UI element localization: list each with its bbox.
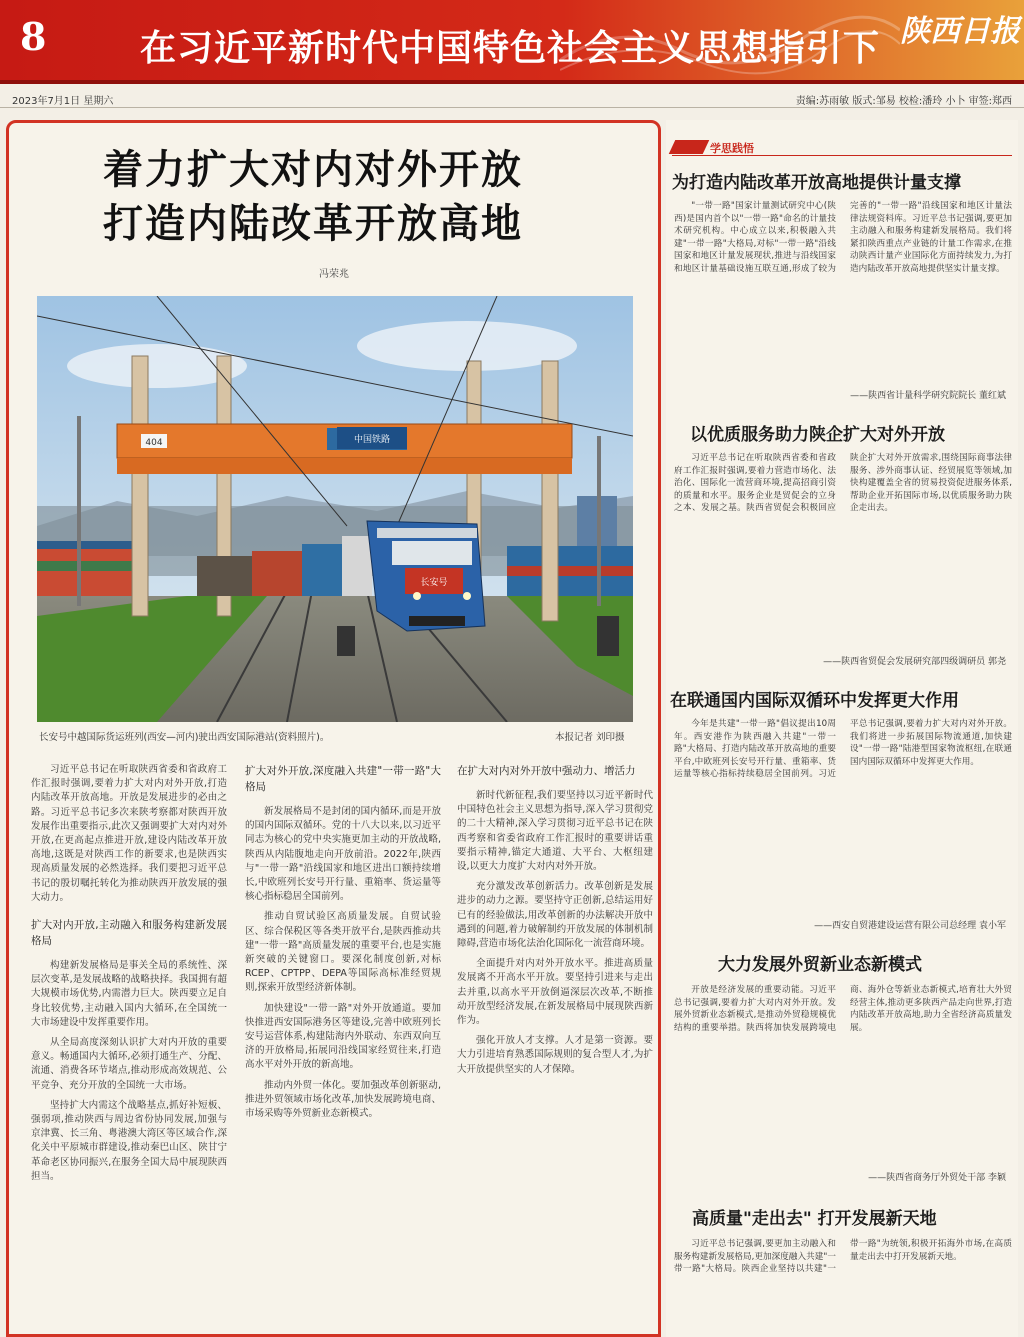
dateline: [0, 88, 1024, 108]
sidebar-item-title: 为打造内陆改革开放高地提供计量支撑: [672, 173, 961, 193]
sidebar-item-title: 高质量"走出去" 打开发展新天地: [692, 1209, 937, 1229]
crane-sign-text: 中国铁路: [353, 435, 391, 445]
section-heading: 扩大对外开放,深度融入共建"一带一路"大格局: [245, 765, 441, 793]
paragraph: 强化开放人才支撑。人才是第一资源。要大力引进培育熟悉国际规则的复合型人才,为扩大开放提供坚实的人才保障。: [457, 1035, 653, 1075]
article-column-2: [245, 763, 441, 1333]
column-tag: [672, 138, 792, 156]
sidebar-item-body: [674, 984, 1012, 1160]
issue-date: 2023年7月1日 星期六: [12, 96, 114, 107]
sidebar-item-signature: ——西安自贸港建设运营有限公司总经理 袁小军: [814, 921, 1006, 931]
main-article: [6, 120, 661, 1337]
sidebar-column: [666, 120, 1018, 1337]
crane-number: 404: [145, 438, 163, 448]
article-column-1: [31, 763, 227, 1333]
paragraph: 习近平总书记强调,要更加主动融入和服务构建新发展格局,更加深度融入共建"一带一路"大格局。陕西企业坚持以共建"一带一路"为统领,积极开拓海外市场,在高质量走出去中打开发展新天地。: [674, 1239, 1012, 1275]
article-title: [103, 143, 623, 251]
sidebar-item-title: 以优质服务助力陕企扩大对外开放: [690, 425, 945, 445]
paragraph: 新发展格局不是封闭的国内循环,而是开放的国内国际双循环。党的十八大以来,以习近平同志为核心的党中央实施更加主动的开放战略,陕西从内陆腹地走向开放前沿。2022年,陕西与"一带一路"沿线国家和地区进出口额持续增长,中欧班列长安号开行量、重箱率、货运量等核心指标稳居全国前列。: [245, 806, 441, 903]
paragraph: 推动自贸试验区高质量发展。自贸试验区、综合保税区等各类开放平台,是陕西推动共建"一带一路"高质量发展的重要平台,也是实施新突破的关键窗口。要深化制度创新,对标RCEP、CPTPP、DEPA等国际高标准经贸规则,探索开放型经济新体制。: [245, 911, 441, 994]
paragraph: 加快建设"一带一路"对外开放通道。要加快推进西安国际港务区等建设,完善中欧班列长安号运营体系,构建陆海内外联动、东西双向互济的开放格局,拓展同沿线国家经贸往来,打造高水平对外开放的新高地。: [245, 1002, 441, 1071]
sidebar-item-body: [674, 452, 1012, 642]
paragraph: 构建新发展格局是事关全局的系统性、深层次变革,是发展战略的战略抉择。我国拥有超大规模市场优势,内需潜力巨大。陕西要立足自身比较优势,主动融入国内大循环,在全国统一大市场建设中发挥重要作用。: [31, 960, 227, 1028]
paragraph: 习近平总书记在听取陕西省委和省政府工作汇报时强调,要着力扩大对内对外开放,打造内陆改革开放高地。开放是发展进步的必由之路。习近平总书记多次来陕考察都对陕西开放发展作出重要指示,此次又强调要扩大对内对外开放,在更高起点推进开放,建设内陆改革开放高地,这既是对陕西工作的新要求,也是陕西实现高质量发展的必然选择。我们要把习近平总书记的殷切嘱托转化为推动陕西开放发展的强大动力。: [31, 764, 227, 903]
column-tag-label: 学思践悟: [710, 142, 754, 155]
article-byline: 冯荣兆: [319, 269, 349, 280]
freight-train-photo: [37, 296, 633, 722]
page-number: 8: [20, 14, 47, 59]
sidebar-item-signature: ——陕西省贸促会发展研究部四级调研员 郭尧: [823, 657, 1006, 667]
editor-credits: 责编:苏雨敏 版式:邹易 校检:潘玲 小卜 审签:郑西: [795, 96, 1012, 107]
section-heading: 在扩大对内对外开放中强动力、增活力: [457, 765, 636, 777]
banner-headline: 在习近平新时代中国特色社会主义思想指引下: [140, 28, 881, 69]
article-title-line-2: 打造内陆改革开放高地: [103, 200, 523, 247]
sidebar-item-title: 在联通国内国际双循环中发挥更大作用: [670, 691, 959, 711]
train-banner-text: 长安号: [420, 578, 448, 588]
paragraph: 推动内外贸一体化。要加强改革创新驱动,推进外贸领域市场化改革,加快发展跨境电商、市场采购等外贸新业态新模式。: [245, 1079, 441, 1120]
paragraph: 今年是共建"一带一路"倡议提出10周年。西安港作为陕西融入共建"一带一路"大格局、打造内陆改革开放高地的重要平台,中欧班列长安号开行量、重箱率、货运量等核心指标持续稳居全国前列。习近平总书记强调,要着力扩大对内对外开放。我们将进一步拓展国际物流通道,加快建设"一带一路"陆港型国家物流枢纽,在联通国内国际双循环中发挥更大作用。: [674, 719, 1012, 780]
paragraph: 习近平总书记在听取陕西省委和省政府工作汇报时强调,要着力营造市场化、法治化、国际化一流营商环境,提高招商引资的质量和水平。服务企业是贸促会的立身之本、发展之基。陕西省贸促会积极回应陕企扩大对外开放需求,围绕国际商事法律服务、涉外商事认证、经贸展览等领域,加快构建覆盖全省的贸易投资促进服务体系,帮助企业开拓国际市场,以优质服务助力陕企走出去。: [674, 453, 1012, 514]
photo-credit: 本报记者 刘印摄: [555, 732, 625, 743]
paragraph: 开放是经济发展的重要动能。习近平总书记强调,要着力扩大对内对外开放。发展外贸新业态新模式,是推动外贸稳规模优结构的重要举措。陕西将加快发展跨境电商、海外仓等新业态新模式,培育壮大外贸经营主体,推动更多陕西产品走向世界,打造内陆改革开放高地,助力全省经济高质量发展。: [674, 985, 1012, 1033]
sidebar-item-title: 大力发展外贸新业态新模式: [718, 955, 922, 975]
sidebar-item-body: [674, 1238, 1012, 1336]
article-title-line-1: 着力扩大对内对外开放: [103, 146, 523, 193]
tag-bar: [669, 140, 710, 154]
page-banner: [0, 0, 1024, 84]
photo-caption: 长安号中越国际货运班列(西安—河内)驶出西安国际港站(资料照片)。: [39, 732, 330, 743]
article-column-3: [457, 763, 653, 1333]
paragraph: 新时代新征程,我们要坚持以习近平新时代中国特色社会主义思想为指导,深入学习贯彻党的二十大精神,深入学习贯彻习近平总书记在陕西考察和省委省政府工作汇报时的重要讲话重要指示精神,锚定大通道、大平台、大枢纽建设,以更大力度扩大对内对外开放。: [457, 790, 653, 873]
sidebar-item-signature: ——陕西省商务厅外贸处干部 李颖: [868, 1173, 1006, 1183]
paragraph: 全面提升对内对外开放水平。推进高质量发展离不开高水平开放。要坚持引进来与走出去并重,以高水平开放倒逼深层次改革,不断推动开放型经济发展,在新发展格局中展现陕西新作为。: [457, 958, 653, 1027]
sidebar-item-body: [674, 718, 1012, 908]
tag-rule: [672, 155, 1012, 156]
paragraph: 充分激发改革创新活力。改革创新是发展进步的动力之源。要坚持守正创新,总结运用好已有的经验做法,用改革创新的办法解决开放中遇到的问题,着力破解制约开放发展的体制机制障碍,营造市场化法治化国际化一流营商环境。: [457, 881, 653, 950]
paragraph: "一带一路"国家计量测试研究中心(陕西)是国内首个以"一带一路"命名的计量技术研究机构。中心成立以来,积极融入共建"一带一路"大格局,对标"一带一路"沿线国家和地区计量发展现状,推进与沿线国家和地区计量基础设施互联互通,形成了较为完善的"一带一路"沿线国家和地区计量法律法规资料库。习近平总书记强调,要更加主动融入和服务构建新发展格局。我们将紧扣陕西重点产业链的计量工作需求,在推动陕西计量产业国际化方面持续发力,为打造内陆改革开放高地提供坚实计量支撑。: [674, 201, 1012, 274]
sidebar-item-body: [674, 200, 1012, 374]
paragraph: 从全局高度深刻认识扩大对内开放的重要意义。畅通国内大循环,必须打通生产、分配、流通、消费各环节堵点,推动形成高效规范、公平竞争、充分开放的全国统一大市场。: [31, 1037, 227, 1091]
banner-rule: [0, 80, 1024, 84]
sidebar-item-signature: ——陕西省计量科学研究院院长 董红斌: [850, 391, 1006, 401]
paragraph: 坚持扩大内需这个战略基点,抓好补短板、强弱项,推动陕西与周边省份协同发展,加强与京津冀、长三角、粤港澳大湾区等区域合作,深化关中平原城市群建设,推动秦巴山区、陕甘宁革命老区协同振兴,在服务全国大局中展现陕西担当。: [31, 1099, 227, 1182]
newspaper-logo: 陕西日报: [900, 14, 1020, 49]
section-heading: 扩大对内开放,主动融入和服务构建新发展格局: [31, 919, 227, 948]
